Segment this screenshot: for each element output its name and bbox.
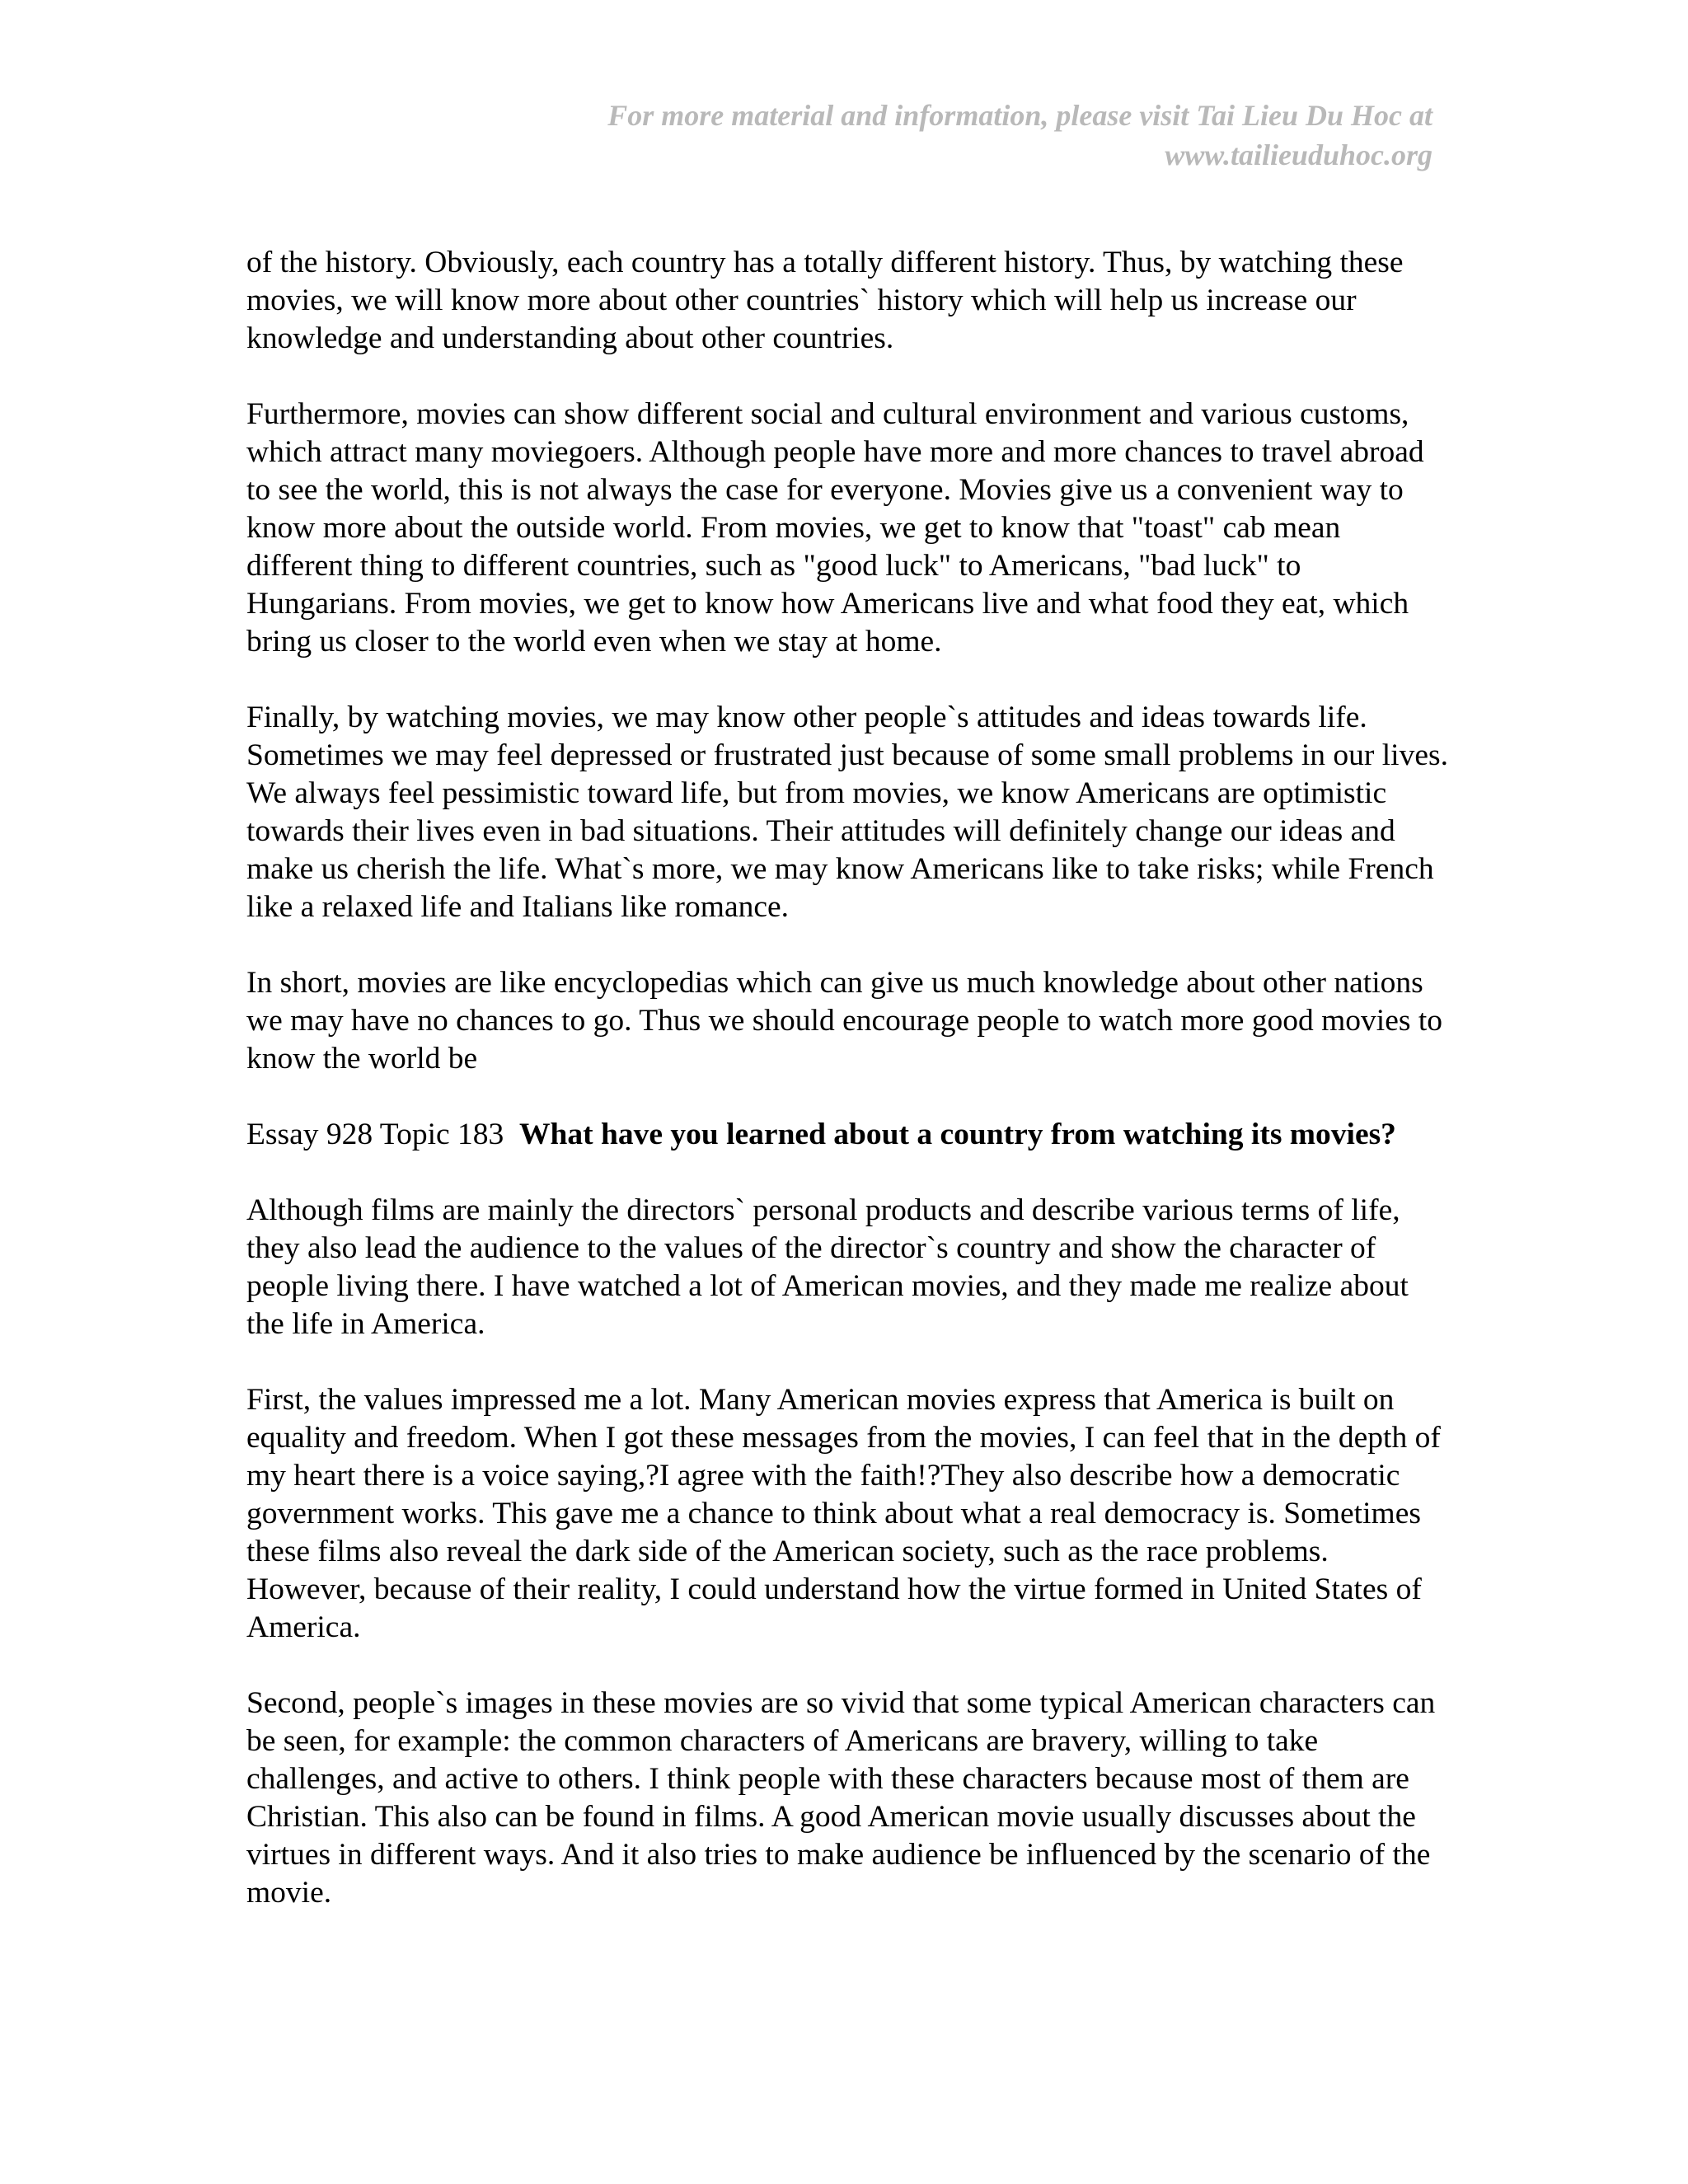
essay-topic-title: What have you learned about a country from watching its movies? [519, 1118, 1396, 1151]
paragraph: Furthermore, movies can show different social and cultural environment and various customs, which attract many moviegoers. Although people have more and more chances to travel abroad to see the world, this is not always the case for everyone. Movies give us a convenient way to know more about the outside world. From movies, we get to know that "toast" cab mean different thing to different countries, such as "good luck" to Americans, "bad luck" to Hungarians. From movies, we get to know how Americans live and what food they eat, which bring us closer to the world even when we stay at home. [246, 397, 1424, 658]
paragraph: Second, people`s images in these movies are so vivid that some typical American characters can be seen, for example: the common characters of Americans are bravery, willing to take challenges, and active to others. I think people with these characters because most of them are Christian. This also can be found in films. A good American movie usually discusses about the virtues in different ways. And it also tries to make audience be influenced by the scenario of the movie. [246, 1686, 1436, 1910]
paragraph: Although films are mainly the directors` personal products and describe various terms of life, they also lead the audience to the values of the director`s country and show the character of people living there. I have watched a lot of American movies, and they made me realize about the life in America. [246, 1193, 1409, 1341]
essay-label: Essay 928 Topic 183 [246, 1118, 504, 1151]
essay-heading [246, 1116, 1450, 1154]
paragraph: Finally, by watching movies, we may know other people`s attitudes and ideas towards life. Sometimes we may feel depressed or frustrated just because of some small problems in our lives. We always feel pessimistic toward life, but from movies, we know Americans are optimistic towards their lives even in bad situations. Their attitudes will definitely change our ideas and make us cherish the life. What`s more, we may know Americans like to take risks; while French like a relaxed life and Italians like romance. [246, 701, 1448, 924]
paragraph: of the history. Obviously, each country has a totally different history. Thus, by watching these movies, we will know more about other countries` history which will help us increase our knowledge and understanding about other countries. [246, 246, 1404, 355]
document-body [246, 244, 1450, 1950]
paragraph: First, the values impressed me a lot. Many American movies express that America is built on equality and freedom. When I got these messages from the movies, I can feel that in the depth of my heart there is a voice saying,?I agree with the faith!?They also describe how a democratic government works. This gave me a chance to think about what a real democracy is. Sometimes these films also reveal the dark side of the American society, such as the race problems. However, because of their reality, I could understand how the virtue formed in United States of America. [246, 1383, 1441, 1644]
header-line-1: For more material and information, please visit Tai Lieu Du Hoc at [607, 99, 1432, 132]
header-line-2: www.tailieuduhoc.org [1165, 138, 1432, 171]
page-header [361, 96, 1432, 175]
paragraph: In short, movies are like encyclopedias which can give us much knowledge about other nations we may have no chances to go. Thus we should encourage people to watch more good movies to know the world be [246, 966, 1443, 1076]
